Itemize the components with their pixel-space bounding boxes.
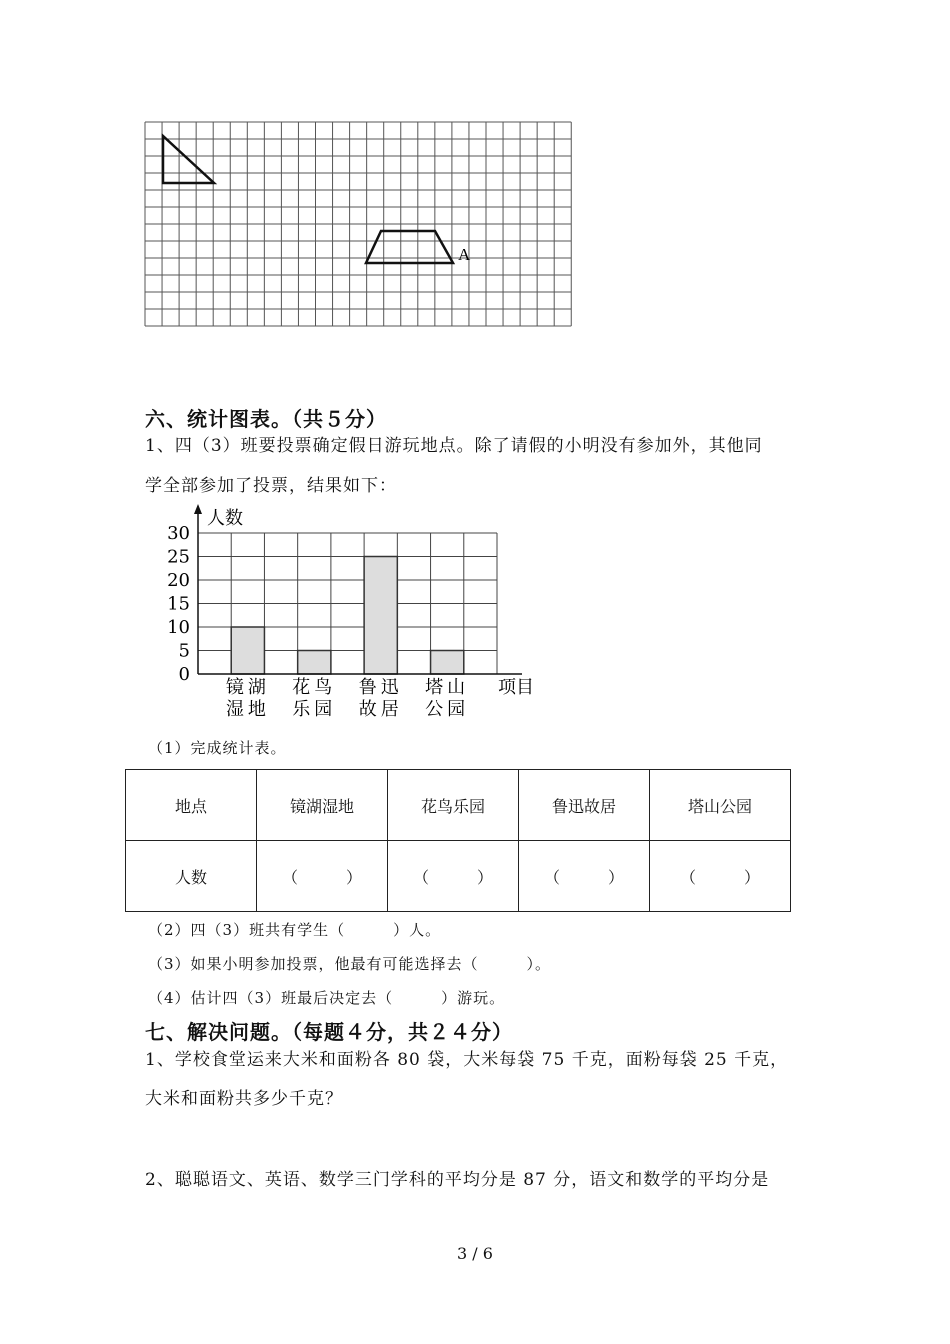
table-caption: （1）完成统计表。: [148, 739, 287, 757]
blank-answer[interactable]: （ ）: [650, 841, 791, 912]
table-cell: 花鸟乐园: [388, 770, 519, 841]
stat-table: [125, 769, 791, 912]
chart-category-label: 湿地: [225, 699, 270, 720]
chart-category-label: 塔山: [425, 677, 470, 698]
table-cell: 鲁迅故居: [519, 770, 650, 841]
chart-tick-label: 5: [178, 640, 190, 662]
chart-category-label: 乐园: [292, 699, 337, 720]
blank-answer[interactable]: （ ）: [388, 841, 519, 912]
section6-q1-line1: 1、四（3）班要投票确定假日游玩地点。除了请假的小明没有参加外，其他同: [145, 436, 763, 456]
section7-title: 七、解决问题。（每题４分，共２４分）: [145, 1020, 513, 1044]
table-cell: 地点: [126, 770, 257, 841]
chart-bar: [364, 557, 397, 675]
section6-q1-line2: 学全部参加了投票，结果如下：: [145, 476, 397, 496]
chart-xlabel: 项目: [498, 677, 534, 698]
chart-tick-label: 30: [167, 523, 190, 544]
triangle-shape: [163, 136, 214, 183]
chart-tick-label: 20: [167, 570, 190, 591]
chart-category-label: 花鸟: [292, 677, 337, 698]
section6-title: 六、统计图表。（共５分）: [145, 407, 387, 431]
question-3: （3）如果小明参加投票，他最有可能选择去（ ）。: [148, 955, 552, 973]
page-number: 3 / 6: [457, 1244, 493, 1263]
section7-p1-line2: 大米和面粉共多少千克？: [145, 1089, 343, 1109]
table-cell: 镜湖湿地: [257, 770, 388, 841]
chart-bar: [431, 651, 464, 675]
chart-bar: [298, 651, 331, 675]
chart-category-label: 故居: [358, 699, 403, 720]
table-cell: 人数: [126, 841, 257, 912]
chart-category-label: 镜湖: [225, 677, 270, 698]
question-2: （2）四（3）班共有学生（ ）人。: [148, 921, 442, 939]
geometry-grid: [144, 121, 574, 335]
chart-ylabel: 人数: [207, 508, 243, 529]
chart-tick-label: 25: [167, 546, 190, 568]
chart-tick-label: 10: [167, 617, 190, 638]
table-header-row: [126, 770, 791, 841]
chart-tick-label: 15: [167, 593, 190, 615]
point-a-label: A: [458, 245, 471, 264]
table-cell: 塔山公园: [650, 770, 791, 841]
chart-category-label: 公园: [425, 699, 470, 720]
grid-figure: [144, 121, 574, 331]
chart-category-labels: [226, 677, 469, 720]
section7-p2-line1: 2、聪聪语文、英语、数学三门学科的平均分是 87 分，语文和数学的平均分是: [145, 1170, 770, 1190]
blank-answer[interactable]: （ ）: [257, 841, 388, 912]
bar-chart: [150, 500, 550, 722]
chart-bar: [231, 627, 264, 674]
blank-answer[interactable]: （ ）: [519, 841, 650, 912]
y-axis-arrow: [194, 504, 202, 514]
question-4: （4）估计四（3）班最后决定去（ ）游玩。: [148, 989, 506, 1007]
table-row: [126, 841, 791, 912]
section7-p1-line1: 1、学校食堂运来大米和面粉各 80 袋，大米每袋 75 千克，面粉每袋 25 千克，: [145, 1050, 789, 1070]
chart-bars: [231, 557, 464, 675]
chart-tick-label: 0: [178, 664, 190, 685]
grid-lines: [145, 122, 571, 326]
chart-tick-labels: [167, 523, 190, 685]
chart-category-label: 鲁迅: [358, 677, 403, 698]
